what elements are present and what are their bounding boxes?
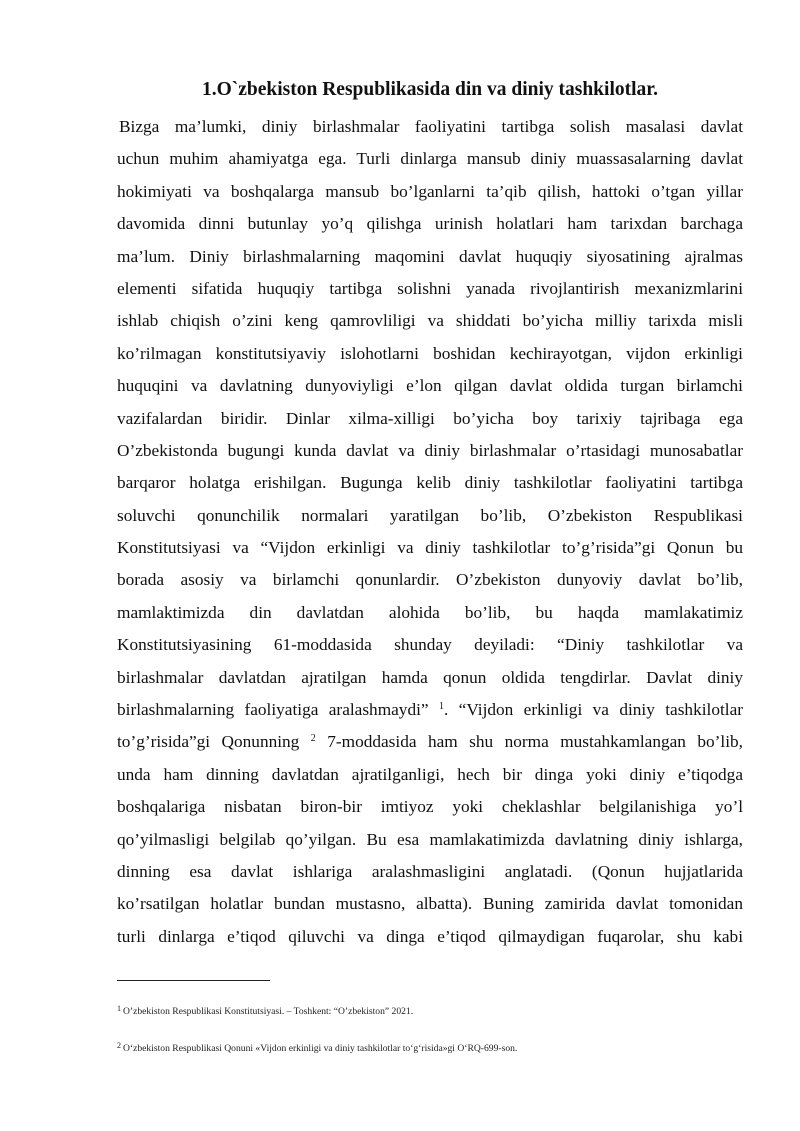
paragraph-line: vazifalardan biridir. Dinlar xilma-xilligi bo’yicha boy tarixiy tajribaga ega xyxy=(117,408,743,428)
body-paragraph xyxy=(117,111,743,953)
footnote-ref-1[interactable]: 1 xyxy=(438,701,444,713)
footnote-ref-2[interactable]: 2 xyxy=(310,733,316,745)
paragraph-line: ko’rsatilgan holatlar bundan mustasno, albatta). Buning zamirida davlat tomonidan xyxy=(117,894,743,914)
paragraph-line: birlashmalar davlatdan ajratilgan hamda qonun oldida tengdirlar. Davlat diniy xyxy=(117,667,743,687)
paragraph-line: unda ham dinning davlatdan ajratilganligi, hech bir dinga yoki diniy e’tiqodga xyxy=(117,764,743,784)
paragraph-line: ishlab chiqish o’zini keng qamrovliligi va shiddati bo’yicha milliy tarixda misli xyxy=(117,311,743,331)
paragraph-line-with-footnote-2 xyxy=(117,726,743,758)
footnote-2 xyxy=(117,1042,743,1056)
line-text-after-ref: . “Vijdon erkinligi va diniy tashkilotlar xyxy=(443,700,743,720)
paragraph-line: O’zbekistonda bugungi kunda davlat va diniy birlashmalar o’rtasidagi munosabatlar xyxy=(117,440,743,460)
line-text-before-ref: birlashmalarning faoliyatiga aralashmaydi” xyxy=(117,700,439,720)
footnote-text: O’zbekiston Respublikasi Konstitutsiyasi. – Toshkent: “O’zbekiston” 2021. xyxy=(123,1006,414,1017)
paragraph-line: Bizga ma’lumki, diniy birlashmalar faoliyatini tartibga solish masalasi davlat xyxy=(119,117,743,136)
paragraph-line: boshqalariga nisbatan biron-bir imtiyoz yoki cheklashlar belgilanishiga yo’l xyxy=(117,797,743,817)
footnote-1 xyxy=(117,1005,743,1019)
paragraph-line: mamlaktimizda din davlatdan alohida bo’lib, bu haqda mamlakatimiz xyxy=(117,602,743,622)
paragraph-line: davomida dinni butunlay yo’q qilishga urinish holatlari ham tarixdan barchaga xyxy=(117,214,743,234)
line-text-before-ref: to’g’risida”gi Qonunning xyxy=(117,732,311,752)
footnote-mark: 2 xyxy=(117,1041,121,1050)
footnote-separator xyxy=(117,980,270,981)
section-heading: 1.O`zbekiston Respublikasida din va diniy tashkilotlar. xyxy=(201,79,659,100)
paragraph-line: huquqini va davlatning dunyoviyligi e’lon qilgan davlat oldida turgan birlamchi xyxy=(117,376,743,396)
paragraph-line: Konstitutsiyasi va “Vijdon erkinligi va diniy tashkilotlar to’g’risida”gi Qonun bu xyxy=(117,538,743,558)
paragraph-line: qo’yilmasligi belgilab qo’yilgan. Bu esa mamlakatimizda davlatning diniy ishlarga, xyxy=(117,829,743,849)
paragraph-line: dinning esa davlat ishlariga aralashmasligini anglatadi. (Qonun hujjatlarida xyxy=(117,861,743,881)
paragraph-line: ko’rilmagan konstitutsiyaviy islohotlarni boshidan kechirayotgan, vijdon erkinligi xyxy=(117,343,743,363)
paragraph-line: borada asosiy va birlamchi qonunlardir. O’zbekiston dunyoviy davlat bo’lib, xyxy=(117,570,743,590)
paragraph-line: barqaror holatga erishilgan. Bugunga kelib diniy tashkilotlar faoliyatini tartibga xyxy=(117,473,743,493)
line-text-after-ref: 7-moddasida ham shu norma mustahkamlangan bo’lib, xyxy=(315,732,743,752)
footnote-mark: 1 xyxy=(117,1004,121,1013)
paragraph-line: ma’lum. Diniy birlashmalarning maqomini davlat huquqiy siyosatining ajralmas xyxy=(117,246,743,266)
paragraph-line: soluvchi qonunchilik normalari yaratilgan bo’lib, O’zbekiston Respublikasi xyxy=(117,505,743,525)
paragraph-line: uchun muhim ahamiyatga ega. Turli dinlarga mansub diniy muassasalarning davlat xyxy=(117,149,743,169)
paragraph-line: Konstitutsiyasining 61-moddasida shunday deyiladi: “Diniy tashkilotlar va xyxy=(117,635,743,655)
paragraph-line: elementi sifatida huquqiy tartibga solishni yanada rivojlantirish mexanizmlarini xyxy=(117,278,743,298)
footnote-text: O‘zbekiston Respublikasi Qonuni «Vijdon erkinligi va diniy tashkilotlar to‘g‘risida»gi O‘RQ-699-son. xyxy=(123,1043,518,1054)
paragraph-line: hokimiyati va boshqalarga mansub bo’lganlarni ta’qib qilish, hattoki o’tgan yillar xyxy=(117,181,743,201)
paragraph-line: turli dinlarga e’tiqod qiluvchi va dinga e’tiqod qilmaydigan fuqarolar, shu kabi xyxy=(117,926,743,946)
paragraph-line-with-footnote-1 xyxy=(117,694,743,726)
